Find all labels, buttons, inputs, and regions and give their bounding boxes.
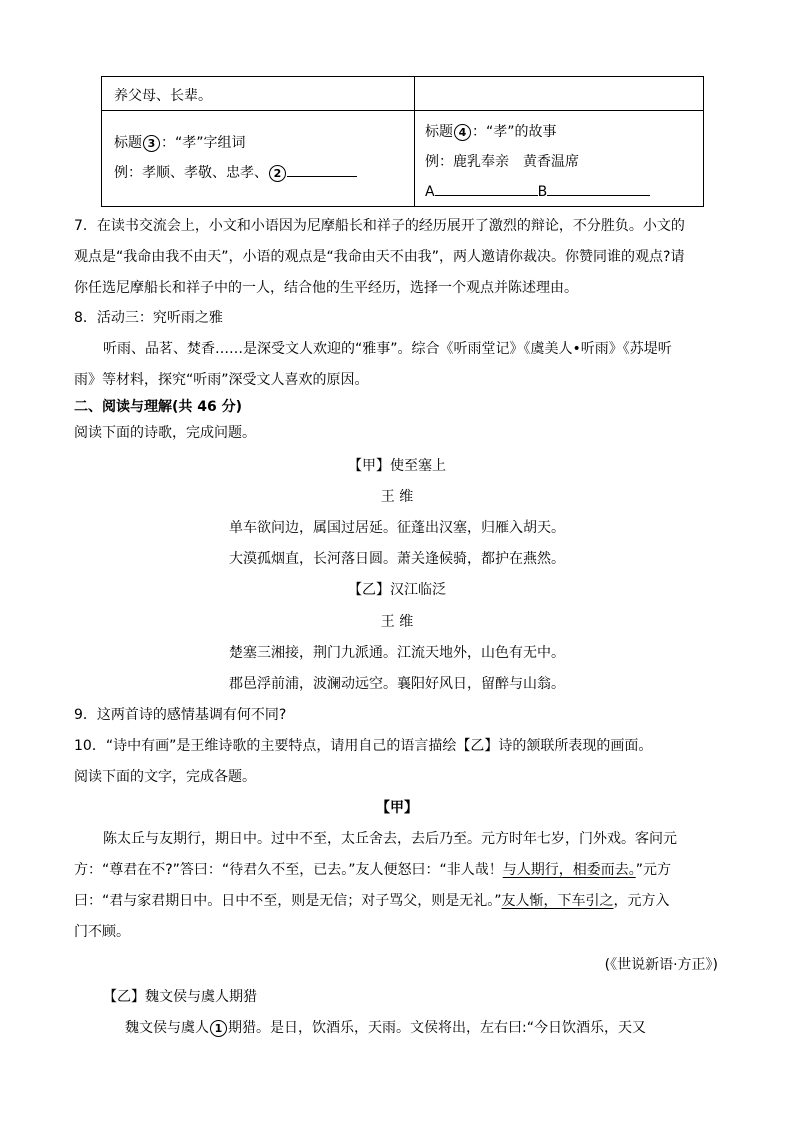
answer-blank-a[interactable] bbox=[435, 181, 538, 196]
q8-line: 听雨、品茗、焚香……是深受文人欢迎的“雅事”。综合《听雨堂记》《虞美人•听雨》《苏堤听 bbox=[103, 341, 672, 357]
text-b-label: 【乙】魏文侯与虞人期猎 bbox=[103, 989, 257, 1005]
table-cell bbox=[415, 77, 704, 111]
poem-a-title: 【甲】使至塞上 bbox=[348, 458, 446, 474]
text-a-label: 【甲】 bbox=[376, 800, 418, 816]
table-cell-title3 bbox=[102, 111, 415, 207]
q8-line: 雨》等材料，探究“听雨”深受文人喜欢的原因。 bbox=[74, 372, 369, 388]
underlined-sentence: 友人惭，下车引之 bbox=[501, 893, 614, 909]
poem-a-line: 单车欲问边，属国过居延。征蓬出汉塞，归雁入胡天。 bbox=[229, 520, 565, 536]
circled-number-2: 2 bbox=[269, 165, 286, 182]
q8-title: 8．活动三：究听雨之雅 bbox=[74, 310, 223, 326]
topic-table bbox=[101, 76, 704, 207]
q7-line: 你任选尼摩船长和祥子中的一人，结合他的生平经历，选择一个观点并陈述理由。 bbox=[74, 280, 578, 296]
table-text: 养父母、长辈。 bbox=[114, 88, 212, 104]
title4-example: 例：鹿乳奉亲 黄香温席 bbox=[425, 154, 579, 170]
poem-b-line: 郡邑浮前浦，波澜动远空。襄阳好风日，留醉与山翁。 bbox=[229, 676, 565, 692]
section-intro: 阅读下面的诗歌，完成问题。 bbox=[74, 425, 256, 441]
title4-blanks: A B bbox=[425, 181, 650, 200]
title3-label: 标题 3 ：“孝”字组词 bbox=[114, 135, 246, 151]
table-cell bbox=[102, 77, 415, 111]
poem-b-title: 【乙】汉江临泛 bbox=[348, 582, 446, 598]
circled-number-1: 1 bbox=[210, 1020, 227, 1037]
title3-example: 例：孝顺、孝敬、忠孝、 2 bbox=[114, 162, 357, 182]
table-cell-title4 bbox=[415, 111, 704, 207]
text-b-line: 魏文侯与虞人 1 期猎。是日，饮酒乐，天雨。文侯将出，左右曰:“今日饮酒乐，天又 bbox=[125, 1020, 646, 1036]
answer-blank[interactable] bbox=[287, 162, 357, 177]
section-heading: 二、阅读与理解(共 46 分) bbox=[74, 399, 243, 415]
circled-number-4: 4 bbox=[454, 124, 471, 141]
q7-line: 7．在读书交流会上，小文和小语因为尼摩船长和祥子的经历展开了激烈的辩论，不分胜负。小文的 bbox=[74, 218, 685, 234]
poem-a-line: 大漠孤烟直，长河落日圆。萧关逢候骑，都护在燕然。 bbox=[229, 551, 565, 567]
poem-b-line: 楚塞三湘接，荆门九派通。江流天地外，山色有无中。 bbox=[229, 645, 565, 661]
circled-number-3: 3 bbox=[143, 135, 160, 152]
text-a-line: 门不顾。 bbox=[74, 924, 130, 940]
answer-blank-b[interactable] bbox=[547, 181, 650, 196]
q9: 9．这两首诗的感情基调有何不同? bbox=[74, 707, 287, 723]
text-a-line: 陈太丘与友期行，期日中。过中不至，太丘舍去，去后乃至。元方时年七岁，门外戏。客问元 bbox=[103, 831, 677, 847]
poem-b-author: 王 维 bbox=[380, 614, 414, 630]
poem-a-author: 王 维 bbox=[380, 489, 414, 505]
text-a-line: 曰：“君与家君期日中。日中不至，则是无信；对子骂父，则是无礼。”友人惭，下车引之，元方入 bbox=[74, 893, 670, 909]
text-a-line: 方：“尊君在不?”答曰：“待君久不至，已去。”友人便怒曰：“非人哉！与人期行，相委而去。”元方 bbox=[74, 862, 671, 878]
q7-line: 观点是“我命由我不由天”，小语的观点是“我命由天不由我”，两人邀请你裁决。你赞同谁的观点?请 bbox=[74, 249, 685, 265]
title4-label: 标题 4 ：“孝”的故事 bbox=[425, 124, 557, 140]
underlined-sentence: 与人期行，相委而去。 bbox=[502, 862, 636, 878]
reading-intro: 阅读下面的文字，完成各题。 bbox=[74, 769, 256, 785]
q10: 10．“诗中有画”是王维诗歌的主要特点，请用自己的语言描绘【乙】诗的颔联所表现的画面。 bbox=[74, 738, 653, 754]
text-a-source: (《世说新语·方正》) bbox=[604, 957, 718, 973]
